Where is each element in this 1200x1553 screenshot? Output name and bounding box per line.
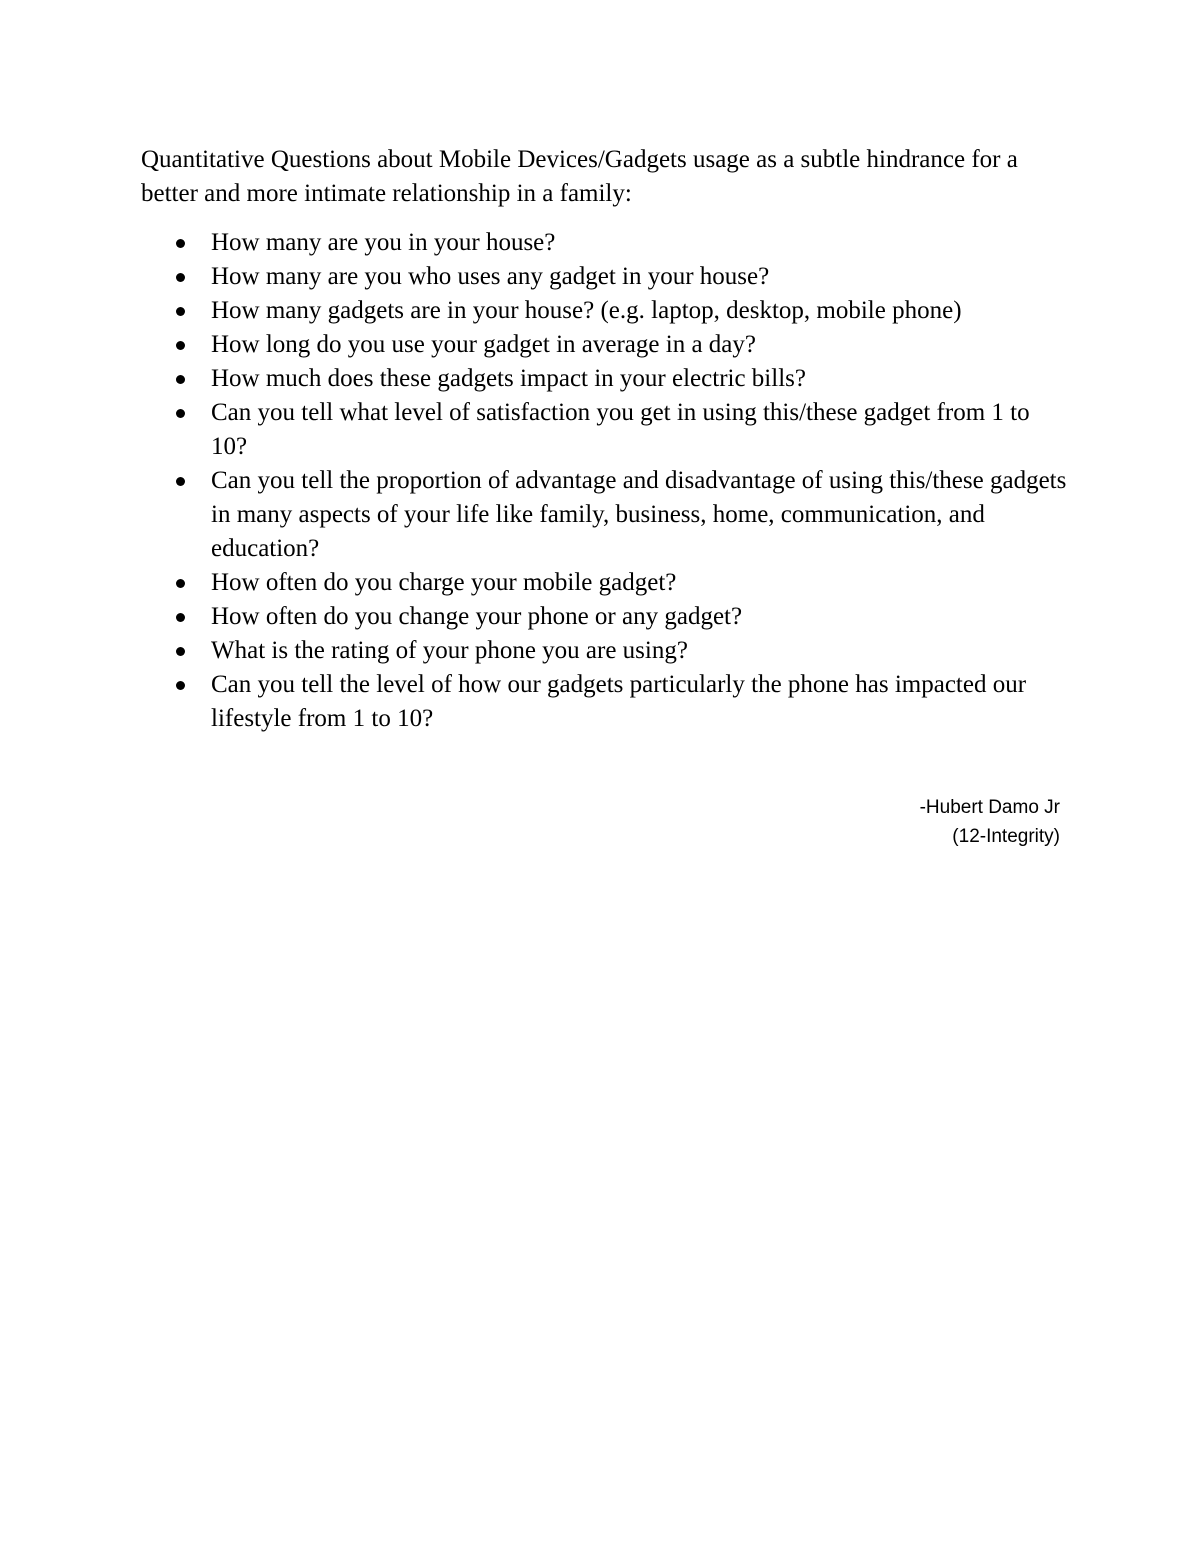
list-item <box>141 600 1071 634</box>
question-text: How often do you charge your mobile gadget? <box>211 569 677 596</box>
bullet-icon <box>176 681 185 690</box>
question-text: Can you tell the level of how our gadgets particularly the phone has impacted our lifestyle from 1 to 10? <box>211 671 1027 732</box>
bullet-icon <box>176 375 185 384</box>
list-item <box>141 294 1071 328</box>
question-text: What is the rating of your phone you are using? <box>211 637 688 664</box>
list-item <box>141 634 1071 668</box>
question-list <box>141 226 1071 736</box>
question-text: How many are you in your house? <box>211 229 556 256</box>
question-text: How often do you change your phone or any gadget? <box>211 603 743 630</box>
list-item <box>141 464 1071 566</box>
question-text: How many are you who uses any gadget in your house? <box>211 263 770 290</box>
author-section: (12-Integrity) <box>952 826 1060 847</box>
list-item <box>141 668 1071 736</box>
author-name: -Hubert Damo Jr <box>919 797 1060 818</box>
intro-paragraph: Quantitative Questions about Mobile Devices/Gadgets usage as a subtle hindrance for a better and more intimate relationship in a family: <box>141 146 1018 207</box>
bullet-icon <box>176 613 185 622</box>
bullet-icon <box>176 341 185 350</box>
bullet-icon <box>176 647 185 656</box>
question-text: How many gadgets are in your house? (e.g. laptop, desktop, mobile phone) <box>211 297 962 324</box>
signature-block <box>920 793 1060 851</box>
list-item <box>141 396 1071 464</box>
bullet-icon <box>176 579 185 588</box>
list-item <box>141 328 1071 362</box>
question-text: How long do you use your gadget in average in a day? <box>211 331 756 358</box>
list-item <box>141 566 1071 600</box>
list-item <box>141 226 1071 260</box>
list-item <box>141 260 1071 294</box>
bullet-icon <box>176 239 185 248</box>
question-text: Can you tell the proportion of advantage and disadvantage of using this/these gadgets in many aspects of your life like family, business, home, communication, and education? <box>211 467 1067 562</box>
question-text: How much does these gadgets impact in your electric bills? <box>211 365 806 392</box>
bullet-icon <box>176 307 185 316</box>
list-item <box>141 362 1071 396</box>
bullet-icon <box>176 409 185 418</box>
bullet-icon <box>176 273 185 282</box>
question-text: Can you tell what level of satisfaction you get in using this/these gadget from 1 to 10? <box>211 399 1030 460</box>
bullet-icon <box>176 477 185 486</box>
